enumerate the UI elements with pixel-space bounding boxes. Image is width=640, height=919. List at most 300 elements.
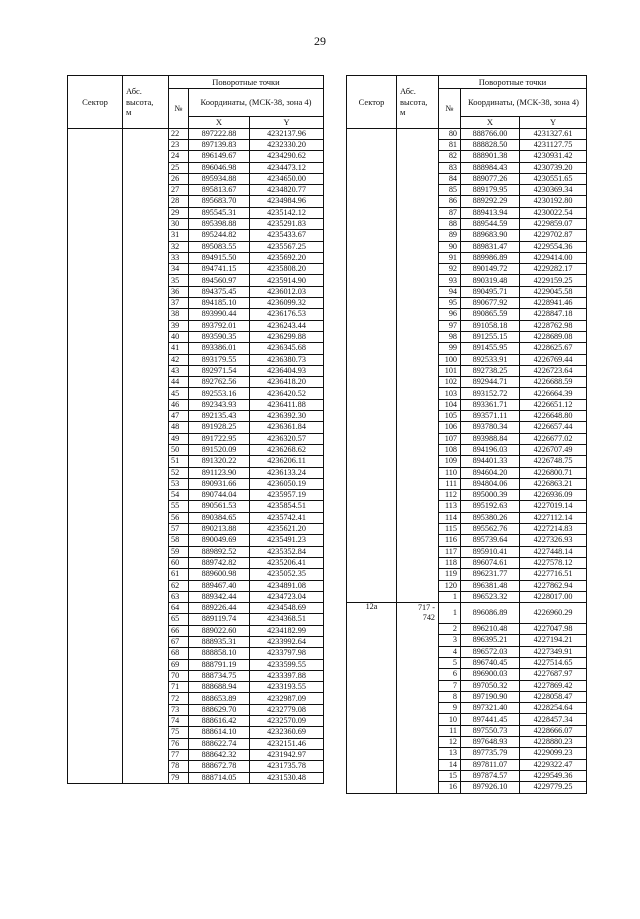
coord-x: 894604.20 xyxy=(461,467,520,478)
sector-cell xyxy=(68,512,123,523)
point-number: 46 xyxy=(169,399,189,410)
point-number: 72 xyxy=(169,693,189,704)
sector-cell xyxy=(347,264,397,275)
coord-y: 4230551.65 xyxy=(520,173,587,184)
header-x: X xyxy=(461,117,520,129)
sector-cell xyxy=(68,219,123,230)
coord-y: 4234820.77 xyxy=(250,185,324,196)
altitude-cell xyxy=(123,535,169,546)
coord-y: 4232137.96 xyxy=(250,128,324,139)
altitude-cell xyxy=(123,659,169,670)
sector-cell xyxy=(347,411,397,422)
coord-x: 895562.76 xyxy=(461,524,520,535)
table-row xyxy=(347,546,587,557)
table-row xyxy=(68,659,324,670)
altitude-cell xyxy=(397,512,439,523)
point-number: 84 xyxy=(439,173,461,184)
altitude-cell xyxy=(123,365,169,376)
coord-y: 4234548.69 xyxy=(250,603,324,614)
sector-cell xyxy=(68,467,123,478)
sector-cell xyxy=(68,343,123,354)
coord-x: 888622.74 xyxy=(189,738,250,749)
sector-cell xyxy=(68,331,123,342)
altitude-cell xyxy=(397,433,439,444)
header-sector: Сектор xyxy=(68,76,123,129)
coord-y: 4234984.96 xyxy=(250,196,324,207)
altitude-cell xyxy=(123,501,169,512)
coord-y: 4233599.55 xyxy=(250,659,324,670)
table-row xyxy=(68,546,324,557)
table-row xyxy=(347,646,587,657)
point-number: 73 xyxy=(169,704,189,715)
point-number: 1 xyxy=(439,603,461,624)
coord-y: 4228625.67 xyxy=(520,343,587,354)
point-number: 32 xyxy=(169,241,189,252)
point-number: 8 xyxy=(439,691,461,702)
coord-y: 4229159.25 xyxy=(520,275,587,286)
point-number: 40 xyxy=(169,331,189,342)
sector-cell xyxy=(347,490,397,501)
sector-cell xyxy=(347,219,397,230)
coord-y: 4235957.19 xyxy=(250,490,324,501)
coord-y: 4236133.24 xyxy=(250,467,324,478)
sector-cell xyxy=(68,444,123,455)
coord-y: 4226677.02 xyxy=(520,433,587,444)
sector-cell xyxy=(68,185,123,196)
coord-x: 891455.95 xyxy=(461,343,520,354)
coord-y: 4227687.97 xyxy=(520,669,587,680)
coord-y: 4227578.12 xyxy=(520,557,587,568)
coord-x: 890319.48 xyxy=(461,275,520,286)
coord-x: 888714.05 xyxy=(189,772,250,783)
sector-cell xyxy=(68,433,123,444)
table-row xyxy=(347,657,587,668)
table-row xyxy=(68,196,324,207)
coord-x: 896149.67 xyxy=(189,151,250,162)
coord-y: 4236206.11 xyxy=(250,456,324,467)
point-number: 25 xyxy=(169,162,189,173)
coord-y: 4226651.12 xyxy=(520,399,587,410)
coord-x: 889892.52 xyxy=(189,546,250,557)
point-number: 65 xyxy=(169,614,189,625)
coord-y: 4234723.04 xyxy=(250,591,324,602)
table-row xyxy=(68,693,324,704)
table-row xyxy=(347,748,587,759)
point-number: 57 xyxy=(169,524,189,535)
coord-x: 892343.93 xyxy=(189,399,250,410)
coord-x: 893152.72 xyxy=(461,388,520,399)
point-number: 56 xyxy=(169,512,189,523)
point-number: 91 xyxy=(439,252,461,263)
coord-y: 4227862.94 xyxy=(520,580,587,591)
coord-x: 895910.41 xyxy=(461,546,520,557)
sector-cell xyxy=(68,241,123,252)
coord-y: 4230931.42 xyxy=(520,151,587,162)
point-number: 24 xyxy=(169,151,189,162)
sector-cell xyxy=(347,185,397,196)
point-number: 37 xyxy=(169,298,189,309)
table-row xyxy=(68,614,324,625)
coord-y: 4236345.68 xyxy=(250,343,324,354)
coord-y: 4235491.23 xyxy=(250,535,324,546)
table-row xyxy=(347,737,587,748)
table-row xyxy=(347,399,587,410)
coord-y: 4226936.09 xyxy=(520,490,587,501)
coord-x: 895083.55 xyxy=(189,241,250,252)
coord-y: 4226723.64 xyxy=(520,365,587,376)
coord-x: 894185.10 xyxy=(189,298,250,309)
table-row xyxy=(68,162,324,173)
altitude-cell xyxy=(397,535,439,546)
table-row xyxy=(347,580,587,591)
coord-y: 4229414.00 xyxy=(520,252,587,263)
table-row xyxy=(347,680,587,691)
sector-cell xyxy=(347,298,397,309)
coord-x: 894196.03 xyxy=(461,444,520,455)
coord-x: 897190.90 xyxy=(461,691,520,702)
header-coords: Координаты, (МСК-38, зона 4) xyxy=(189,89,324,117)
point-number: 70 xyxy=(169,670,189,681)
table-row xyxy=(68,207,324,218)
table-row xyxy=(347,512,587,523)
point-number: 66 xyxy=(169,625,189,636)
coord-x: 888935.31 xyxy=(189,636,250,647)
coord-x: 889544.59 xyxy=(461,219,520,230)
coord-x: 889022.60 xyxy=(189,625,250,636)
coord-x: 897874.57 xyxy=(461,770,520,781)
coord-y: 4229045.58 xyxy=(520,286,587,297)
table-row xyxy=(347,422,587,433)
altitude-cell xyxy=(123,162,169,173)
point-number: 33 xyxy=(169,252,189,263)
coord-x: 888766.00 xyxy=(461,128,520,139)
altitude-cell xyxy=(123,139,169,150)
altitude-cell xyxy=(123,569,169,580)
coord-x: 893792.01 xyxy=(189,320,250,331)
coord-y: 4236243.44 xyxy=(250,320,324,331)
altitude-cell xyxy=(397,669,439,680)
point-number: 85 xyxy=(439,185,461,196)
point-number: 54 xyxy=(169,490,189,501)
sector-cell xyxy=(347,725,397,736)
coord-x: 890049.69 xyxy=(189,535,250,546)
sector-cell xyxy=(68,772,123,783)
coord-x: 889683.90 xyxy=(461,230,520,241)
coord-x: 893988.84 xyxy=(461,433,520,444)
point-number: 83 xyxy=(439,162,461,173)
sector-cell xyxy=(68,727,123,738)
coord-x: 893990.44 xyxy=(189,309,250,320)
point-number: 23 xyxy=(169,139,189,150)
coord-x: 896740.45 xyxy=(461,657,520,668)
coord-y: 4233397.88 xyxy=(250,670,324,681)
sector-cell xyxy=(68,320,123,331)
sector-cell xyxy=(347,162,397,173)
header-y: Y xyxy=(520,117,587,129)
coord-x: 888901.38 xyxy=(461,151,520,162)
table-row xyxy=(68,716,324,727)
altitude-cell xyxy=(123,727,169,738)
coord-x: 896231.77 xyxy=(461,569,520,580)
altitude-cell xyxy=(123,467,169,478)
sector-cell xyxy=(347,422,397,433)
coord-x: 890149.72 xyxy=(461,264,520,275)
sector-cell xyxy=(347,737,397,748)
coord-y: 4231942.97 xyxy=(250,749,324,760)
altitude-cell xyxy=(123,331,169,342)
coord-x: 890744.04 xyxy=(189,490,250,501)
table-row xyxy=(347,139,587,150)
point-number: 48 xyxy=(169,422,189,433)
sector-cell xyxy=(68,501,123,512)
table-row xyxy=(68,648,324,659)
point-number: 47 xyxy=(169,411,189,422)
sector-cell xyxy=(68,354,123,365)
point-number: 99 xyxy=(439,343,461,354)
point-number: 101 xyxy=(439,365,461,376)
sector-cell xyxy=(68,546,123,557)
coord-y: 4236099.32 xyxy=(250,298,324,309)
coord-x: 888828.50 xyxy=(461,139,520,150)
coord-y: 4226863.21 xyxy=(520,478,587,489)
coord-y: 4228880.23 xyxy=(520,737,587,748)
altitude-cell xyxy=(397,580,439,591)
coord-x: 888614.10 xyxy=(189,727,250,738)
coord-y: 4235914.90 xyxy=(250,275,324,286)
sector-cell xyxy=(68,230,123,241)
coord-y: 4227214.83 xyxy=(520,524,587,535)
coord-y: 4226748.75 xyxy=(520,456,587,467)
coord-y: 4230739.20 xyxy=(520,162,587,173)
point-number: 88 xyxy=(439,219,461,230)
coord-y: 4229549.36 xyxy=(520,770,587,781)
coord-y: 4226769.44 xyxy=(520,354,587,365)
altitude-cell xyxy=(123,128,169,139)
coord-y: 4230022.54 xyxy=(520,207,587,218)
point-number: 28 xyxy=(169,196,189,207)
coord-y: 4232151.46 xyxy=(250,738,324,749)
coord-x: 888858.10 xyxy=(189,648,250,659)
coord-x: 897050.32 xyxy=(461,680,520,691)
point-number: 14 xyxy=(439,759,461,770)
table-row xyxy=(347,557,587,568)
altitude-cell xyxy=(397,173,439,184)
altitude-cell xyxy=(123,444,169,455)
altitude-cell xyxy=(397,646,439,657)
sector-cell xyxy=(68,761,123,772)
point-number: 1 xyxy=(439,591,461,602)
coord-y: 4233193.55 xyxy=(250,682,324,693)
coord-x: 896074.61 xyxy=(461,557,520,568)
table-row xyxy=(68,512,324,523)
coord-y: 4231327.61 xyxy=(520,128,587,139)
table-row xyxy=(68,478,324,489)
coord-y: 4227326.93 xyxy=(520,535,587,546)
coord-y: 4235206.41 xyxy=(250,557,324,568)
coord-x: 889119.74 xyxy=(189,614,250,625)
coord-y: 4227112.14 xyxy=(520,512,587,523)
altitude-cell xyxy=(123,614,169,625)
coord-y: 4229322.47 xyxy=(520,759,587,770)
coord-y: 4231530.48 xyxy=(250,772,324,783)
table-row xyxy=(68,377,324,388)
coord-y: 4229282.17 xyxy=(520,264,587,275)
altitude-cell xyxy=(397,770,439,781)
point-number: 90 xyxy=(439,241,461,252)
sector-cell xyxy=(347,331,397,342)
table-row xyxy=(347,624,587,635)
coord-y: 4227019.14 xyxy=(520,501,587,512)
point-number: 109 xyxy=(439,456,461,467)
point-number: 26 xyxy=(169,173,189,184)
altitude-cell xyxy=(397,286,439,297)
coord-y: 4226648.80 xyxy=(520,411,587,422)
sector-cell xyxy=(68,648,123,659)
coord-x: 888688.94 xyxy=(189,682,250,693)
altitude-cell xyxy=(397,365,439,376)
coord-x: 896900.03 xyxy=(461,669,520,680)
point-number: 93 xyxy=(439,275,461,286)
table-row xyxy=(68,264,324,275)
coord-y: 4226664.39 xyxy=(520,388,587,399)
table-row xyxy=(347,703,587,714)
sector-cell xyxy=(68,670,123,681)
altitude-cell xyxy=(397,275,439,286)
sector-cell xyxy=(347,433,397,444)
sector-cell xyxy=(347,286,397,297)
sector-cell xyxy=(68,614,123,625)
sector-cell xyxy=(347,759,397,770)
sector-cell xyxy=(68,275,123,286)
coord-y: 4228762.98 xyxy=(520,320,587,331)
table-row xyxy=(347,669,587,680)
header-points: Поворотные точки xyxy=(439,76,587,89)
coord-x: 888984.43 xyxy=(461,162,520,173)
table-row xyxy=(68,422,324,433)
coord-x: 894741.15 xyxy=(189,264,250,275)
table-row xyxy=(347,635,587,646)
coord-x: 895934.88 xyxy=(189,173,250,184)
sector-cell xyxy=(347,230,397,241)
sector-cell xyxy=(347,388,397,399)
altitude-cell xyxy=(397,737,439,748)
coord-x: 890865.59 xyxy=(461,309,520,320)
sector-cell xyxy=(68,422,123,433)
altitude-value-line2: 742 xyxy=(422,613,435,623)
sector-cell xyxy=(347,569,397,580)
coord-x: 889742.82 xyxy=(189,557,250,568)
table-row xyxy=(68,365,324,376)
table-row xyxy=(347,433,587,444)
table-row xyxy=(347,151,587,162)
coord-x: 889413.94 xyxy=(461,207,520,218)
point-number: 110 xyxy=(439,467,461,478)
coord-x: 888791.19 xyxy=(189,659,250,670)
point-number: 80 xyxy=(439,128,461,139)
table-row xyxy=(347,388,587,399)
table-row xyxy=(347,377,587,388)
table-row xyxy=(347,782,587,793)
coord-y: 4228689.08 xyxy=(520,331,587,342)
point-number: 64 xyxy=(169,603,189,614)
point-number: 98 xyxy=(439,331,461,342)
point-number: 5 xyxy=(439,657,461,668)
sector-cell xyxy=(68,524,123,535)
point-number: 4 xyxy=(439,646,461,657)
altitude-cell xyxy=(397,714,439,725)
altitude-cell xyxy=(397,557,439,568)
coord-x: 892971.54 xyxy=(189,365,250,376)
coord-x: 892533.91 xyxy=(461,354,520,365)
header-sector: Сектор xyxy=(347,76,397,129)
point-number: 116 xyxy=(439,535,461,546)
altitude-cell xyxy=(397,298,439,309)
sector-cell xyxy=(347,354,397,365)
sector-cell xyxy=(347,456,397,467)
altitude-cell xyxy=(397,422,439,433)
coord-y: 4229099.23 xyxy=(520,748,587,759)
altitude-cell xyxy=(397,252,439,263)
table-row xyxy=(347,591,587,602)
altitude-cell xyxy=(397,725,439,736)
coord-y: 4232987.09 xyxy=(250,693,324,704)
coord-y: 4228058.47 xyxy=(520,691,587,702)
point-number: 53 xyxy=(169,478,189,489)
table-row xyxy=(347,411,587,422)
point-number: 49 xyxy=(169,433,189,444)
table-row xyxy=(347,456,587,467)
sector-cell xyxy=(68,173,123,184)
altitude-cell xyxy=(123,422,169,433)
sector-cell xyxy=(68,659,123,670)
coord-x: 889467.40 xyxy=(189,580,250,591)
point-number: 112 xyxy=(439,490,461,501)
altitude-cell xyxy=(123,252,169,263)
point-number: 81 xyxy=(439,139,461,150)
coord-x: 891520.09 xyxy=(189,444,250,455)
altitude-cell xyxy=(123,524,169,535)
coord-y: 4235567.25 xyxy=(250,241,324,252)
coord-y: 4229554.36 xyxy=(520,241,587,252)
coord-x: 891255.15 xyxy=(461,331,520,342)
table-row xyxy=(347,298,587,309)
table-row xyxy=(68,275,324,286)
point-number: 113 xyxy=(439,501,461,512)
altitude-cell xyxy=(397,444,439,455)
coord-y: 4234891.08 xyxy=(250,580,324,591)
table-row xyxy=(68,320,324,331)
point-number: 119 xyxy=(439,569,461,580)
altitude-cell xyxy=(123,343,169,354)
altitude-cell xyxy=(123,716,169,727)
point-number: 94 xyxy=(439,286,461,297)
altitude-cell xyxy=(397,241,439,252)
sector-cell xyxy=(347,275,397,286)
coord-y: 4236176.53 xyxy=(250,309,324,320)
coord-y: 4236392.30 xyxy=(250,411,324,422)
altitude-cell xyxy=(397,185,439,196)
coord-x: 893361.71 xyxy=(461,399,520,410)
altitude-cell xyxy=(397,388,439,399)
coord-y: 4232570.09 xyxy=(250,716,324,727)
coord-y: 4227349.91 xyxy=(520,646,587,657)
sector-cell xyxy=(68,535,123,546)
table-row xyxy=(347,478,587,489)
table-row xyxy=(68,490,324,501)
coord-y: 4228457.34 xyxy=(520,714,587,725)
table-row xyxy=(347,501,587,512)
coord-y: 4229702.87 xyxy=(520,230,587,241)
